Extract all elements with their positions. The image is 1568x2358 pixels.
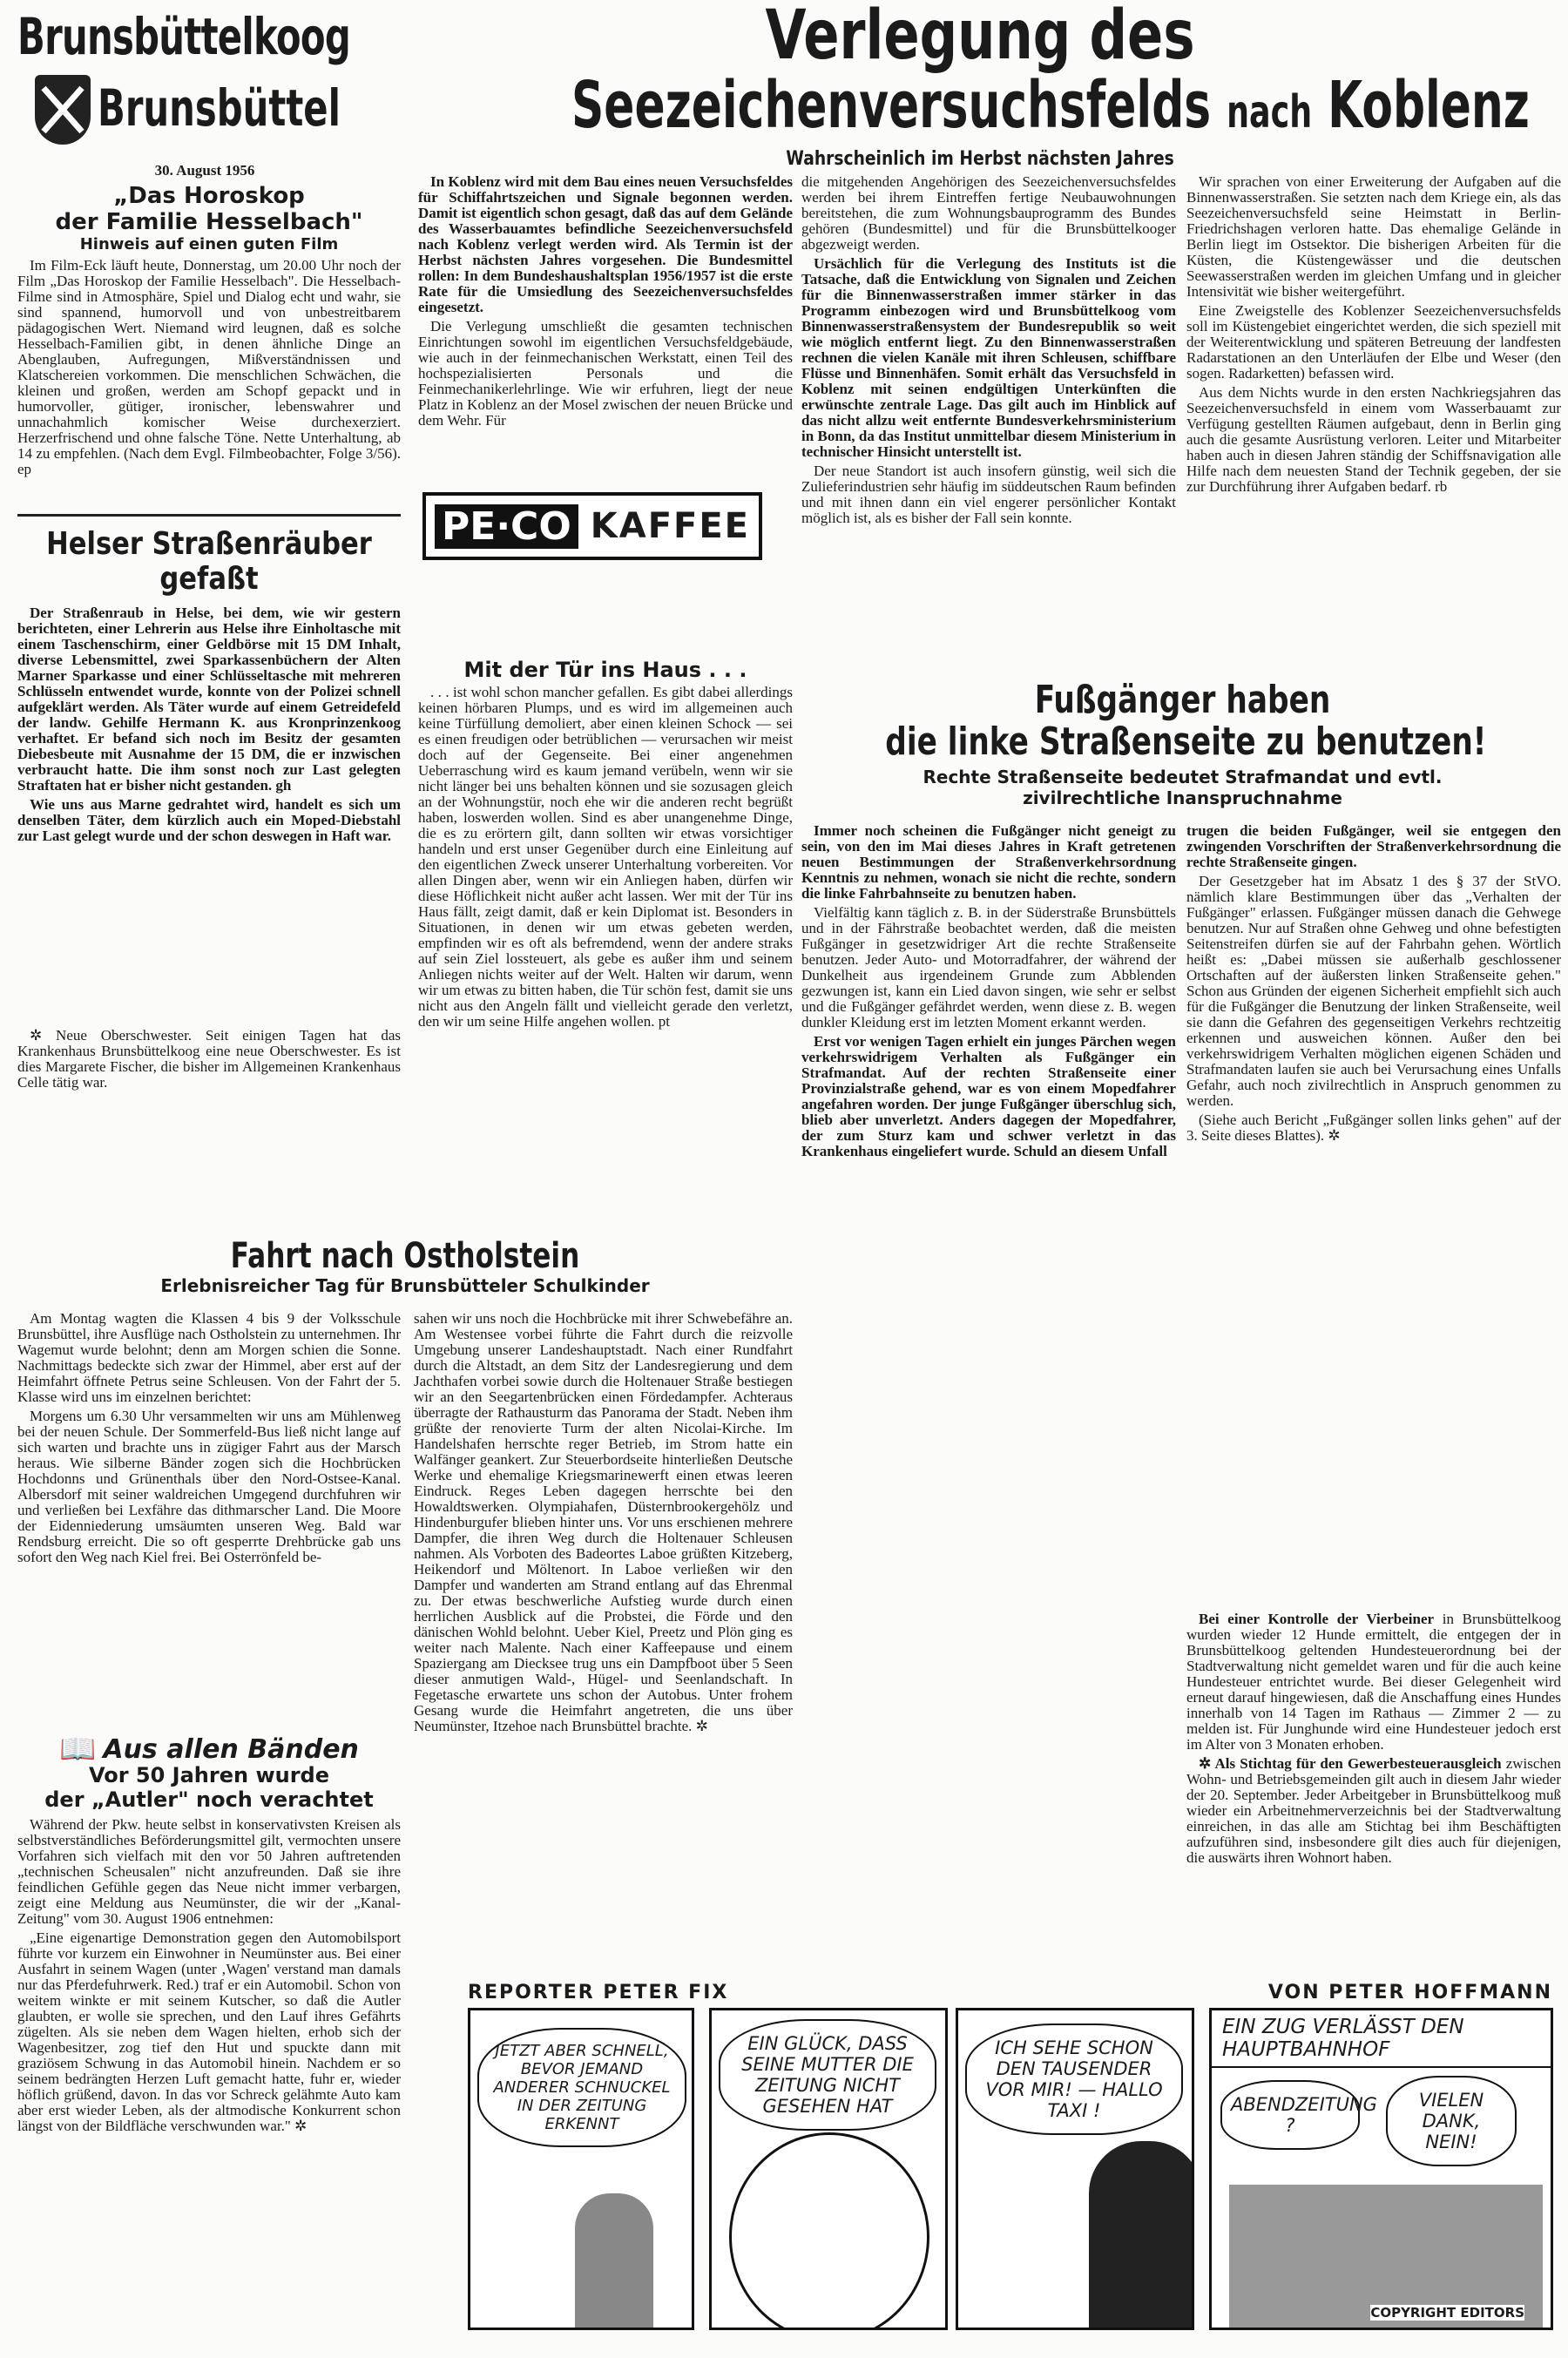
article-horoskop: [17, 183, 401, 481]
issue-date: 30. August 1956: [154, 162, 255, 179]
fuss-column-1: Immer noch scheinen die Fußgänger nicht geneigt zu sein, von den im Mai dieses Jahres in Kraft getretenen neuen Bestimmungen der Straßenverkehrsordnung Kenntnis zu nehmen, wonach sie nicht die rechte, sondern die linke Fahrbahnseite zu benutzen haben. Vielfältig kann täglich z. B. in der Süderstraße Brunsbüttels und in der Fährstraße beobachtet werden, daß die meisten Fußgänger in gesetzwidriger Art die rechte Straßenseite benutzen. Jeder Auto- und Motorradfahrer, der während der Dunkelheit aus irgendeinem Grunde zum Abblenden gezwungen ist, kann ein Lied davon singen, wie sehr er selbst und die Fußgänger gefährdet werden, wenn diese z. B. wegen dunkler Kleidung erst im letzten Moment erkannt werden. Erst vor wenigen Tagen erhielt ein junges Pärchen wegen verkehrswidrigem Verhalten als Fußgänger ein Strafmandat. Auf der rechten Straßenseite einer Provinzialstraße gehend, war es von einem Mopedfahrer angefahren worden. Der junge Fußgänger überschlug sich, blieb aber unverletzt. Anders dagegen der Mopedfahrer, der zum Sturz kam und schwer verletzt in das Krankenhaus eingeliefert wurde. Schuld an diesem Unfall: [801, 822, 1176, 1159]
panel-caption: EIN ZUG VERLÄSST DEN HAUPTBAHNHOF: [1212, 2010, 1551, 2068]
comic-panel-1: [468, 2008, 694, 2330]
lead-headline: [396, 0, 1564, 171]
article-baende: 📖 Aus allen Bänden Vor 50 Jahren wurde der „Autler" noch verachtet Während der Pkw. heute selbst in konservativsten Kreisen als selbstverständliches Beförderungsmittel gilt, vermochten unsere Vorfahren sich vielfach mit den vor 50 Jahren auftretenden „technischen Scheusalen" nicht anzufreunden. Daß sie ihre feindlichen Gefühle gegen das Neue nicht immer verbargen, zeigt eine Meldung aus Neumünster, die wir der „Kanal-Zeitung" vom 30. August 1906 entnehmen: „Eine eigenartige Demonstration gegen den Automobilsport führte vor kurzem ein Einwohner in Neumünster aus. Bei einer Ausfahrt in seinem Wagen (unter ‚Wagen' verstand man damals nur das Pferdefuhrwerk. Red.) traf er ein Automobil. Schon von weitem winkte er mit seinem Kutscher, so daß die Autler glaubten, er wolle sie sprechen, und den Lauf ihres Gefährts zügelten. Als sie neben dem Wagen hielten, erhob sich der Wagenbesitzer, zog tief den Hut und spuckte dann mit graziösem Schwung in das Automobil hinein. Nachdem er so seinem bedrängten Herzen Luft gemacht hatte, fuhr er, wieder höflich grüßend, davon. In das vor Schreck gelähmte Auto kam aber erst wieder Leben, als der altmodische Konkurrent schon längst von der Bildfläche verschwunden war." ✲: [17, 1733, 401, 2134]
coat-of-arms-icon: [35, 75, 91, 145]
speech-bubble: JETZT ABER SCHNELL, BEVOR JEMAND ANDERER SCHNUCKEL IN DER ZEITUNG ERKENNT: [477, 2028, 686, 2147]
comic-panel-3: [956, 2008, 1194, 2330]
masthead: [17, 7, 392, 181]
book-icon: 📖: [59, 1733, 97, 1766]
article-body: Der Straßenraub in Helse, bei dem, wie wir gestern berichteten, einer Lehrerin aus Helse ihre Einholtasche mit einem Taschenschirm, einer Geldbörse mit 15 DM Inhalt, diverse Lebensmittel, zwei Sparkassenbüchern der Alten Marner Sparkasse und einer Schlüsseltasche mit mehreren Schlüsseln entwendet wurde, konnte von der Polizei schnell aufgeklärt werden. Als Täter wurde auf einem Getreidefeld der landw. Gehilfe Hermann K. aus Kronprinzenkoog verhaftet. Er befand sich noch im Besitz der gesamten Diebesbeute mit Ausnahme der 15 DM, die er inzwischen verbraucht hatte. Die ihm sonst noch zur Last gelegten Straftaten hat er bisher nicht gestanden. gh: [17, 605, 401, 794]
local-notices: Bei einer Kontrolle der Vierbeiner in Brunsbüttelkoog wurden wieder 12 Hunde ermittelt, die entgegen der in Brunsbüttelkoog geltenden Hundesteuerordnung bei der Stadtverwaltung nicht gemeldet waren und für die auch keine Hundesteuer entrichtet wurde. Bei dieser Gelegenheit wird erneut darauf hingewiesen, daß die Anschaffung eines Hundes innerhalb von 14 Tagen im Rathaus — Zimmer 2 — zu melden ist. Für Junghunde wird eine Hundesteuer jedoch erst im Alter von 3 Monaten erhoben. ✲ Als Stichtag für den Gewerbesteuerausgleich zwischen Wohn- und Betriebsgemeinden gilt auch in diesem Jahr wieder der 20. September. Jeder Arbeitgeber in Brunsbüttelkoog muß wieder ein Arbeitnehmerverzeichnis bei der Stadtverwaltung einreichen, in das alle am Stichtag bei ihm Beschäftigten aufzuführen sind, insbesondere gilt dies auch für diejenigen, die auswärts ihren Wohnort haben.: [1186, 1611, 1562, 1866]
article-body: Wie uns aus Marne gedrahtet wird, handelt es sich um denselben Täter, dem kürzlich auch ein Moped-Diebstahl zur Last gelegt wurde und der schon deswegen in Haft war.: [17, 796, 401, 844]
lead-column-3: Wir sprachen von einer Erweiterung der Aufgaben auf die Binnenwasserstraßen. Sie setzten nach dem Kriege ein, als das Seezeichenversuchsfeld seine Heimstatt in Berlin-Friedrichshagen verloren hatte. Das ehemalige Gelände in Berlin liegt im Ostsektor. Die bisherigen Arbeiten für die Küsten, die Küstengewässer und die deutschen Seewasserstraßen werden im gleichen Umfang und in gleicher Intensivität wie bisher weitergeführt. Eine Zweigstelle des Koblenzer Seezeichenversuchsfelds soll im Küstengebiet eingerichtet werden, die sich speziell mit der Weiterentwicklung und späteren Betreuung der landfesten Radarstationen an den Unterläufen der Elbe und Weser (den sogen. Radarketten) befassen wird. Aus dem Nichts wurde in den ersten Nachkriegsjahren das Seezeichenversuchsfeld in einem vom Wasserbauamt zur Verfügung gestellten Räumen aufgebaut, denn in Berlin ging auch die gesamte Ausrüstung verloren. Leiter und Mitarbeiter haben auch in diesen Jahren ständig der Schiffsnavigation alle Hilfe nach dem neuesten Stand der Technik gegeben, der sie zur Durchführung ihrer Aufgaben bedarf. rb: [1186, 173, 1561, 495]
lead-column-2: die mitgehenden Angehörigen des Seezeichenversuchsfeldes werden bei ihrem Eintreffen fertige Neubauwohnungen bereitstehen, die zum Wohnungsbauprogramm des Bundes gehören (Bundesmittel) und für die Brunsbüttelkooger abgezweigt werden. Ursächlich für die Verlegung des Instituts ist die Tatsache, daß die Entwicklung von Signalen und Zeichen für die Binnenwasserstraßen immer stärker in das Programm einbezogen wird und Brunsbüttelkoog vom Binnenwasserstraßensystem der Bundesrepublik so weit wie möglich entfernt liegt. Zu den Binnenwasserstraßen rechnen die vielen Kanäle mit ihren Schleusen, schiffbare Flüsse und Binnenhäfen. Somit erhält das Versuchsfeld in Koblenz mit seinen endgültigen Unterkünften die erwünschte zentrale Lage. Das gilt auch im Hinblick auf das nicht allzu weit entfernte Bundesverkehrsministerium in Bonn, da das Institut unmittelbar diesem Ministerium in technischer Hinsicht unterstellt ist. Der neue Standort ist auch insofern günstig, weil sich die Zulieferindustrien sehr häufig im süddeutschen Raum befinden und mit ihnen dann ein viel engerer persönlicher Kontakt möglich ist, als es bisher der Fall sein konnte.: [801, 173, 1176, 526]
speech-bubble: ICH SEHE SCHON DEN TAUSENDER VOR MIR! — HALLO TAXI !: [965, 2024, 1183, 2135]
lead-column-1: In Koblenz wird mit dem Bau eines neuen Versuchsfeldes für Schiffahrtszeichen und Signale begonnen werden. Damit ist eigentlich schon gesagt, daß das auf dem Gelände des Wasserbauamtes befindliche Seezeichenversuchsfeld nach Koblenz verlegt werden wird. Als Termin ist der Herbst nächsten Jahres vorgesehen. Die Bundesmittel rollen: In dem Bundeshaushaltsplan 1956/1957 ist die erste Rate für die Umsiedlung des Seezeichenversuchsfeldes eingesetzt. Die Verlegung umschließt die gesamten technischen Einrichtungen sowohl im eigentlichen Versuchsfeldgebäude, wie auch in der feinmechanischen Werkstatt, einen Teil des hochspezialisierten Personals und die Feinmechanikerlehrlinge. Wie wir erfuhren, liegt der neue Platz in Koblenz an der Mosel zwischen der neuen Brücke und dem Wehr. Für: [418, 173, 793, 429]
fuss-headline: Fußgänger haben die linke Straßenseite zu benutzen! Rechte Straßenseite bedeutet Strafmandat und evtl. zivilrechtliche Inanspruchnahme: [885, 678, 1487, 808]
article-headline: Mit der Tür ins Haus . . .: [463, 658, 747, 682]
fuss-column-2: trugen die beiden Fußgänger, weil sie entgegen den zwingenden Vorschriften der Straßenverkehrsordnung die rechte Straßenseite gingen. Der Gesetzgeber hat im Absatz 1 des § 37 der StVO. nämlich klare Bestimmungen über das „Verhalten der Fußgänger" erlassen. Fußgänger müssen danach die Gehwege benutzen. Nur auf Straßen ohne Gehweg und ohne befestigten Seitenstreifen dürfen sie auf der Fahrbahn gehen. Wörtlich heißt es: „Dabei müssen sie außerhalb geschlossener Ortschaften auf der äußersten linken Straßenseite gehen." Schon aus Gründen der eigenen Sicherheit empfiehlt sich auch für die Fußgänger die Benutzung der linken Straßenseite, weil sie dann die Gefahren des gegenseitigen Verkehrs rechtzeitig erkennen und ausweichen können. Außer den bei verkehrswidrigem Verhalten möglichen eigenen Schäden und Strafmandaten laufen sie auch bei Verursachung eines Unfalls Gefahr, auch noch zivilrechtlich in Anspruch genommen zu werden. (Siehe auch Bericht „Fußgänger sollen links gehen" auf der 3. Seite dieses Blattes). ✲: [1186, 822, 1561, 1144]
mother-face: [729, 2132, 929, 2330]
ostholstein-column-2: sahen wir uns noch die Hochbrücke mit ihrer Schwebefähre an. Am Westensee vorbei führte die Fahrt durch die reizvolle Umgebung unserer Landeshauptstadt. Nach einer Rundfahrt durch die Altstadt, an dem Sitz der Landesregierung und dem Jachthafen vorbei sowie durch die Holtenauer Straße bestiegen wir an den Seegartenbrücken einen Fördedampfer. Achteraus überragte der Rathausturm das Panorama der Stadt. Neben ihm grüßte der renovierte Turm der alten Nicolai-Kirche. Im Handelshafen herrschte reger Betrieb, im Strom hatte ein Walfänger geankert. Zur Steuerbordseite hinterließen Deutsche Werke und ehemalige Kriegsmarinewerft einen etwas leeren Eindruck. Reges Leben dagegen herrschte bei den Howaldtswerken. Olympiahafen, Düsternbrookergehölz und Hindenburgufer blieben hinter uns. Vor uns erschienen mehrere Dampfer, die ihren Weg durch die Holtenauer Schleusen nahmen. Als Vorboten des Badeortes Laboe grüßten Kitzeberg, Heikendorf und Möltenort. In Laboe verließen wir den Dampfer und wanderten am Strand entlang auf das Ehrenmal zu. Der etwas beschwerliche Aufstieg wurde durch einen herrlichen Ausblick auf die Probstei, die Förde und den dänischen Wohld belohnt. Ueber Kiel, Preetz und Plön ging es weiter nach Malente. Nach einer Kaffeepause und einem Spaziergang am Diecksee trug uns ein Dampfboot über 5 Seen dieser anmutigen Wald-, Hügel- und Seenlandschaft. In Fegetasche erwartete uns schon der Autobus. Unter frohem Gesang wurde die Heimfahrt angetreten, die uns über Neumünster, Itzehoe nach Brunsbüttel brachte. ✲: [414, 1310, 793, 1734]
speech-bubble: VIELEN DANK, NEIN!: [1386, 2076, 1517, 2166]
peco-kaffee-ad[interactable]: [422, 492, 762, 560]
masthead-title: Brunsbüttelkoog: [17, 7, 351, 66]
divider: [17, 514, 401, 517]
rubric: 📖 Aus allen Bänden: [59, 1733, 359, 1766]
comic-author: VON PETER HOFFMANN: [1267, 1982, 1552, 2003]
article-headline: Helser Straßenräuber gefaßt: [46, 526, 372, 597]
speech-bubble: EIN GLÜCK, DASS SEINE MUTTER DIE ZEITUNG NICHT GESEHEN HAT: [719, 2019, 936, 2131]
speech-bubble: ABENDZEITUNG ?: [1220, 2080, 1360, 2150]
copyright: COPYRIGHT EDITORS: [1370, 2305, 1524, 2321]
comic-panel-2: [709, 2008, 948, 2330]
notice-oberschwester: ✲ Neue Oberschwester. Seit einigen Tagen hat das Krankenhaus Brunsbüttelkoog eine neue Oberschwester. Es ist dies Margarete Fischer, die bisher im Allgemeinen Krankenhaus Celle tätig war.: [17, 1027, 401, 1091]
ad-brand: PE·CO: [435, 504, 578, 549]
article-tuer: Mit der Tür ins Haus . . . . . . ist wohl schon mancher gefallen. Es gibt dabei allerdings keinen hörbaren Plumps, und es wird im allgemeinen auch keine Türfüllung demoliert, aber einen kleinen Schock — sei es einen freudigen oder betrüblichen — verursachen wir meist doch auf der Gegenseite. Bei einer angenehmen Ueberraschung wird es kaum jemand verübeln, wenn wir sie nicht länger bei uns behalten können und sie sozusagen gleich an der Wohnungstür, noch ehe wir die anderen recht begrüßt haben, loswerden wollen. Sind es aber unangenehme Dinge, die es zu erörtern gilt, dann sollten wir etwas vorsichtiger handeln und erst unser Gegenüber durch eine Einleitung auf den eigentlichen Zweck unserer Unterhaltung vorbereiten. Vor allen Dingen aber, wenn wir ein Anliegen haben, dürfen wir diese Höflichkeit nicht außer acht lassen. Wer mit der Tür ins Haus fällt, zeigt damit, daß er kein Diplomat ist. Besonders in Situationen, in denen wir um etwas gebeten werden, empfinden wir es oft als befremdend, wenn der andere straks auf sein Ziel lossteuert, als gebe es außer ihm und seinem Anliegen nichts weiter auf der Welt. Halten wir darum, wenn wir um etwas zu bitten haben, die Tür schön fest, damit sie uns nicht aus den Angeln fällt und vielleicht gerade den verletzt, den wir um seine Hilfe angehen wollen. pt: [418, 658, 793, 1030]
masthead-subtitle: Brunsbüttel: [98, 78, 341, 138]
comic-title: REPORTER PETER FIX: [468, 1982, 729, 2003]
comic-panel-4: [1209, 2008, 1553, 2330]
article-helse: [17, 527, 401, 848]
ad-product: KAFFEE: [590, 506, 750, 546]
article-headline: Vor 50 Jahren wurde der „Autler" noch verachtet: [44, 1763, 374, 1812]
lead-subtitle: Wahrscheinlich im Herbst nächsten Jahres: [786, 148, 1174, 170]
article-body: Im Film-Eck läuft heute, Donnerstag, um 20.00 Uhr noch der Film „Das Horoskop der Familie Hesselbach". Die Hesselbach-Filme sind in Atmosphäre, Spiel und Dialog echt und wahr, sie sind spannend, humorvoll und von unbestreitbarem pädagogischen Wert. Niemand wird leugnen, daß es solche Hesselbach-Familien gibt, in denen ähnliche Dinge an Abenglauben, Aufregungen, Mißverständnissen und Klatschereien vorkommen. Die menschlichen Schwächen, die kleinen und großen, werden am Schopf gepackt und in humorvoller, gütiger, ironischer, lebenswahrer und unnachahmlich komischer Weise durchexerziert. Herzerfrischend und ohne falsche Töne. Nette Unterhaltung, ab 14 zu empfehlen. (Nach dem Evgl. Filmbeobachter, Folge 3/56). ep: [17, 257, 401, 477]
ostholstein-headline: Fahrt nach Ostholstein Erlebnisreicher Tag für Brunsbütteler Schulkinder: [160, 1236, 650, 1296]
article-headline: „Das Horoskop der Familie Hesselbach": [55, 183, 363, 235]
headline-line2: Seezeichenversuchsfelds nach Koblenz: [571, 68, 1530, 143]
article-subtitle: Hinweis auf einen guten Film: [79, 235, 339, 253]
headline-line1: Verlegung des: [765, 0, 1195, 75]
man-silhouette: [1089, 2141, 1194, 2330]
woman-figure: [575, 2193, 653, 2330]
ostholstein-column-1: Am Montag wagten die Klassen 4 bis 9 der Volksschule Brunsbüttel, ihre Ausflüge nach Ostholstein zu unternehmen. Ihr Wagemut wurde belohnt; denn am Morgen schien die Sonne. Nachmittags bedeckte sich zwar der Himmel, aber erst auf der Heimfahrt öffnete Petrus seine Schleusen. Von der Fahrt der 5. Klasse wird uns im einzelnen berichtet: Morgens um 6.30 Uhr versammelten wir uns am Mühlenweg bei der neuen Schule. Der Sommerfeld-Bus ließ nicht lange auf sich warten und brachte uns in zügiger Fahrt aus der Marsch heraus. Wie silberne Bänder zogen sich die Hochbrücken Hochdonns und Grünenthals über den Nord-Ostsee-Kanal. Albersdorf mit seiner waldreichen Umgegend durchfuhren wir und verließen bei Lexfähre das dithmarscher Land. Die Moore der Eidenniederung umsäumten unseren Weg. Bald war Rendsburg erreicht. Die so oft gesperrte Drehbrücke gab uns sofort den Weg nach Kiel frei. Bei Osterrönfeld be-: [17, 1310, 401, 1565]
